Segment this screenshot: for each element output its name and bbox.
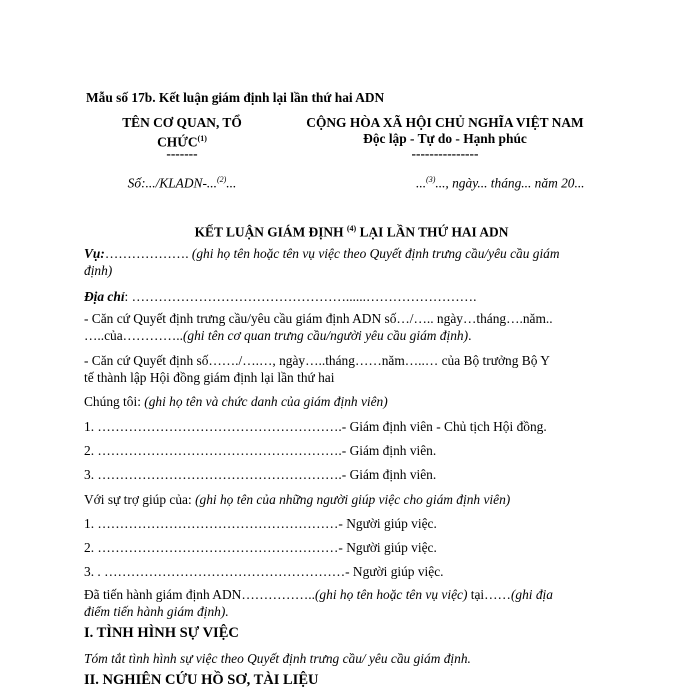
case-line1: Vụ:………………. (ghi họ tên hoặc tên vụ việc theo Quyết định trưng cầu/yêu cầu giám xyxy=(84,246,560,261)
section1-heading: I. TÌNH HÌNH SỰ VIỆC xyxy=(84,625,239,641)
section2-heading: II. NGHIÊN CỨU HỒ SƠ, TÀI LIỆU xyxy=(84,672,319,688)
motto-separator: --------------- xyxy=(411,146,479,161)
place-date: ...$^{(3)}$..., ngày... tháng... năm 20... xyxy=(416,175,585,191)
section1-body: Tóm tắt tình hình sự việc theo Quyết định trưng cầu/ yêu cầu giám định. xyxy=(84,651,471,666)
assist-line: Với sự trợ giúp của: (ghi họ tên của những người giúp việc cho giám định viên) xyxy=(84,492,511,507)
examiner-2: 2. ……………………………………………….- Giám định viên. xyxy=(84,443,437,458)
org-name-line1: TÊN CƠ QUAN, TỔ xyxy=(122,115,242,130)
examiner-1: 1. ……………………………………………….- Giám định viên - Chủ tịch Hội đồng. xyxy=(84,419,547,434)
document-number: Số:.../KLADN-...$^{(2)}$... xyxy=(127,175,237,191)
org-name-line2: CHỨC$^{(1)}$ xyxy=(157,134,207,150)
org-separator: ------- xyxy=(166,146,198,161)
nation-motto: Độc lập - Tự do - Hạnh phúc xyxy=(363,131,527,146)
basis1-line2: …..của…………..(ghi tên cơ quan trưng cầu/người yêu cầu giám định). xyxy=(84,328,472,343)
examiner-3: 3. ……………………………………………….- Giám định viên. xyxy=(84,467,437,482)
basis2-line1: - Căn cứ Quyết định số……./….…, ngày…..tháng……năm…..… của Bộ trưởng Bộ Y xyxy=(84,353,550,368)
form-code: Mẫu số 17b. Kết luận giám định lại lần thứ hai ADN xyxy=(86,90,385,105)
basis1-line1: - Căn cứ Quyết định trưng cầu/yêu cầu giám định ADN số…/….. ngày…tháng….năm.. xyxy=(84,311,553,326)
assistant-2: 2. ………………………………………………- Người giúp việc. xyxy=(84,540,437,555)
we-line: Chúng tôi: (ghi họ tên và chức danh của giám định viên) xyxy=(84,394,388,409)
nation-title: CỘNG HÒA XÃ HỘI CHỦ NGHĨA VIỆT NAM xyxy=(306,115,584,130)
conducted-line2: điểm tiến hành giám định). xyxy=(84,604,229,619)
address-line: Địa chỉ: …………………………………………......……………………. xyxy=(84,289,477,304)
document-title: KẾT LUẬN GIÁM ĐỊNH $^{(4)}$ LẠI LẦN THỨ HAI ADN xyxy=(194,224,509,240)
assistant-1: 1. ………………………………………………- Người giúp việc. xyxy=(84,516,437,531)
conducted-line1: Đã tiến hành giám định ADN……………..(ghi họ tên hoặc tên vụ việc) tại……(ghi địa xyxy=(84,587,553,602)
basis2-line2: tế thành lập Hội đồng giám định lại lần thứ hai xyxy=(84,370,335,385)
case-line2: định) xyxy=(84,263,113,278)
assistant-3: 3. . ………………………………………………- Người giúp việc. xyxy=(84,564,444,579)
